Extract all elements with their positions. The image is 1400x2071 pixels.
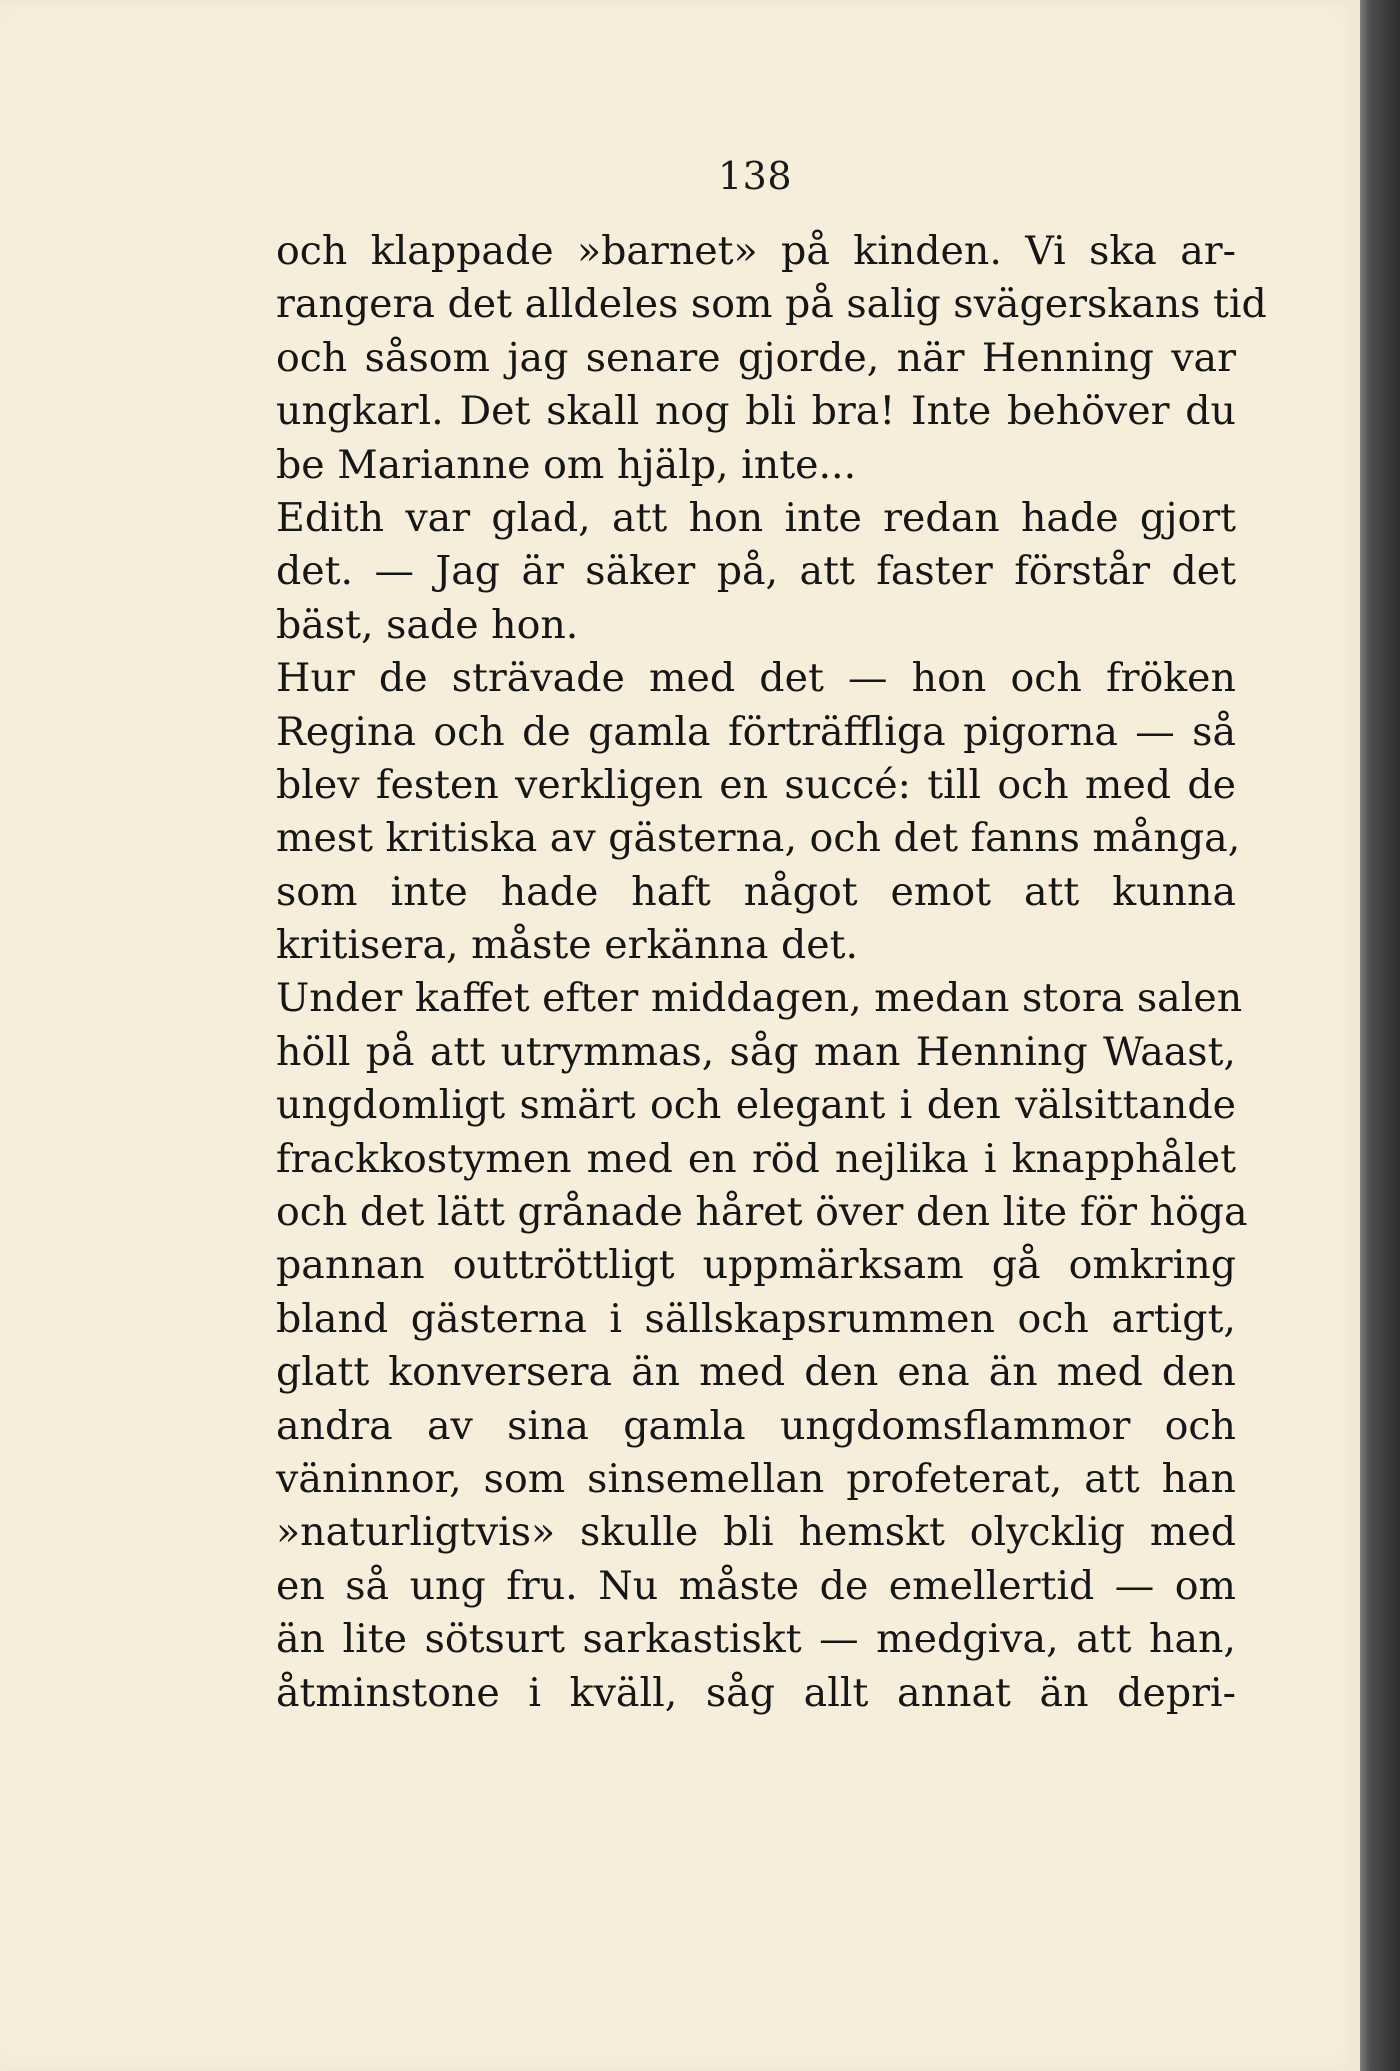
text-line: än lite sötsurt sarkastiskt — medgiva, att han,: [276, 1616, 1236, 1663]
text-line: be Marianne om hjälp, inte...: [276, 441, 857, 488]
text-line: Edith var glad, att hon inte redan hade gjort: [276, 494, 1236, 541]
text-line: som inte hade haft något emot att kunna: [276, 868, 1236, 915]
text-line: kritisera, måste erkänna det.: [276, 922, 859, 969]
body-text: [276, 225, 1267, 1720]
text-line: bäst, sade hon.: [276, 601, 579, 648]
text-line: åtminstone i kväll, såg allt annat än depri-: [276, 1669, 1236, 1716]
text-line: mest kritiska av gästerna, och det fanns många,: [276, 815, 1241, 862]
scan-edge: [1360, 0, 1400, 2071]
page-number: 138: [718, 154, 793, 198]
text-line: ungkarl. Det skall nog bli bra! Inte behöver du: [276, 388, 1236, 435]
text-line: blev festen verkligen en succé: till och med de: [276, 761, 1236, 808]
text-line: glatt konversera än med den ena än med den: [276, 1349, 1236, 1396]
text-line: det. — Jag är säker på, att faster förstår det: [276, 548, 1236, 595]
text-line: väninnor, som sinsemellan profeterat, att han: [276, 1455, 1236, 1502]
text-line: rangera det alldeles som på salig svägerskans tid: [276, 281, 1267, 328]
text-line: en så ung fru. Nu måste de emellertid — om: [276, 1562, 1236, 1609]
text-line: pannan outtröttligt uppmärksam gå omkring: [276, 1242, 1236, 1289]
text-line: och det lätt grånade håret över den lite för höga: [276, 1189, 1248, 1236]
text-line: höll på att utrymmas, såg man Henning Waast,: [276, 1028, 1236, 1075]
text-line: och såsom jag senare gjorde, när Henning var: [276, 334, 1236, 381]
text-line: Under kaffet efter middagen, medan stora salen: [276, 975, 1243, 1022]
text-line: bland gästerna i sällskapsrummen och artigt,: [276, 1295, 1236, 1342]
text-line: Regina och de gamla förträffliga pigorna — så: [276, 708, 1236, 755]
text-line: ungdomligt smärt och elegant i den välsittande: [276, 1082, 1236, 1129]
text-line: frackkostymen med en röd nejlika i knapphålet: [276, 1135, 1236, 1182]
text-line: »naturligtvis» skulle bli hemskt olycklig med: [276, 1509, 1236, 1556]
text-line: och klappade »barnet» på kinden. Vi ska ar-: [276, 228, 1236, 274]
text-line: Hur de strävade med det — hon och fröken: [276, 655, 1236, 702]
text-line: andra av sina gamla ungdomsflammor och: [276, 1402, 1236, 1449]
